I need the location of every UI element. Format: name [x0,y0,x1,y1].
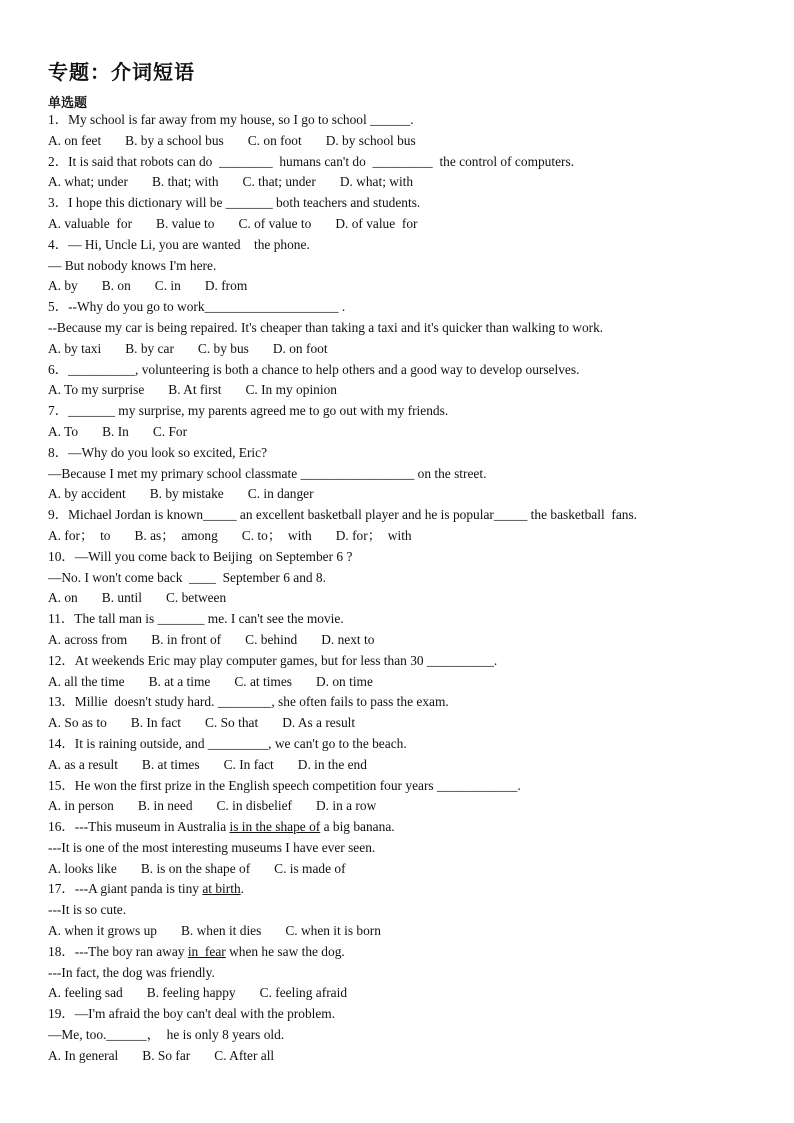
question-line: 5．--Why do you go to work____________________ . [48,299,346,315]
answer-option: D. on time [316,673,373,689]
answer-option: A. To my surprise [48,382,145,398]
answer-option: A. by accident [48,486,126,502]
answer-options [48,276,768,297]
section-heading: 单选题 [48,96,88,111]
answer-options [48,588,768,609]
answer-option: A. in person [48,798,114,814]
answer-option: B. by car [125,340,174,356]
answer-options [48,172,768,193]
answer-option: A. In general [48,1047,119,1063]
question-line: 15．He won the first prize in the English speech competition four years ____________. [48,777,521,793]
question-list [48,110,768,1067]
answer-options [48,380,768,401]
answer-option: B. at times [141,756,200,772]
answer-option: A. all the time [48,673,125,689]
answer-option: B. by mistake [149,486,224,502]
question-line: — But nobody knows I'm here. [48,257,217,273]
answer-options [48,859,768,880]
answer-option: A. feeling sad [48,985,123,1001]
answer-options [48,755,768,776]
answer-option: A. looks like [48,860,117,876]
answer-option: A. valuable for [48,215,133,231]
answer-option: C. is made of [274,860,346,876]
question-line: 9．Michael Jordan is known_____ an excellent basketball player and he is popular_____ the basketball fans. [48,507,638,523]
underlined-phrase: is in the shape of [229,819,321,835]
answer-option: C. For [152,423,188,439]
answer-option: D. in the end [297,756,367,772]
answer-options [48,796,768,817]
question-line: 19．—I'm afraid the boy can't deal with the problem. [48,1006,336,1022]
question-line: 4．— Hi, Uncle Li, you are wanted the phone. [48,236,310,252]
question-line: 12．At weekends Eric may play computer games, but for less than 30 __________. [48,652,498,668]
answer-options [48,921,768,942]
question-line: 14．It is raining outside, and _________, we can't go to the beach. [48,735,407,751]
answer-option: C. of value to [238,215,312,231]
answer-option: D. what; with [339,174,414,190]
answer-option: B. at a time [148,673,211,689]
question-line: 3．I hope this dictionary will be _______ both teachers and students. [48,195,421,211]
answer-option: B. At first [168,382,222,398]
answer-option: A. on [48,590,78,606]
question-text: when he saw the dog. [225,943,345,959]
answer-options [48,983,768,1004]
answer-option: A. what; under [48,174,128,190]
question-line [48,942,768,963]
answer-options [48,422,768,443]
answer-options [48,339,768,360]
answer-option: A. when it grows up [48,923,157,939]
answer-option: B. in need [137,798,193,814]
answer-option: A. So as to [48,715,107,731]
answer-option: B. value to [156,215,215,231]
answer-option: D. in a row [316,798,377,814]
question-line: --Because my car is being repaired. It's cheaper than taking a taxi and it's quicker than walking to work. [48,319,604,335]
question-line: 13．Millie doesn't study hard. ________, she often fails to pass the exam. [48,694,449,710]
question-line: 2．It is said that robots can do ________ humans can't do _________ the control of computers. [48,153,575,169]
answer-option: C. feeling afraid [259,985,348,1001]
answer-options [48,131,768,152]
answer-option: C. by bus [197,340,249,356]
answer-option: D. next to [321,631,375,647]
answer-option: B. when it dies [180,923,262,939]
question-line: —Me, too.______， he is only 8 years old. [48,1027,285,1043]
answer-option: B. on [101,278,131,294]
answer-option: A. across from [48,631,128,647]
answer-option: B. feeling happy [146,985,236,1001]
answer-option: A. by [48,278,78,294]
question-text: 16．---This museum in Australia [48,819,230,835]
answer-options [48,672,768,693]
question-line: ---It is one of the most interesting museums I have ever seen. [48,839,376,855]
answer-option: C. in danger [247,486,314,502]
answer-option: A. To [48,423,79,439]
answer-option: C. between [165,590,227,606]
answer-option: A. on feet [48,132,102,148]
underlined-phrase: in fear [187,943,226,959]
question-text: a big banana. [320,819,395,835]
answer-option: B. by a school bus [125,132,224,148]
answer-option: C. at times [234,673,292,689]
question-line: 1．My school is far away from my house, so I go to school ______. [48,112,414,127]
answer-option: B. So far [142,1047,191,1063]
answer-options [48,214,768,235]
answer-option: B. as； among [134,527,218,543]
answer-option: C. that; under [242,174,316,190]
answer-option: D. of value for [335,215,418,231]
answer-option: B. In [102,423,129,439]
answer-option: D. for； with [335,527,412,543]
question-line: 8．—Why do you look so excited, Eric? [48,444,268,460]
answer-option: D. on foot [272,340,328,356]
answer-option: D. by school bus [325,132,416,148]
answer-option: A. as a result [48,756,118,772]
question-line [48,879,768,900]
answer-option: C. to； with [241,527,312,543]
answer-option: B. is on the shape of [140,860,251,876]
question-line: 6．__________, volunteering is both a chance to help others and a good way to develop ourselves. [48,361,580,377]
question-line: 11．The tall man is _______ me. I can't see the movie. [48,611,344,627]
question-line: ---It is so cute. [48,902,127,918]
question-line: 7．_______ my surprise, my parents agreed me to go out with my friends. [48,403,449,419]
question-line: ---In fact, the dog was friendly. [48,964,215,980]
answer-option: C. in disbelief [216,798,293,814]
question-text: 17．---A giant panda is tiny [48,881,203,897]
answer-option: A. by taxi [48,340,102,356]
question-line: —Because I met my primary school classmate _________________ on the street. [48,465,487,481]
answer-option: B. In fact [130,715,181,731]
underlined-phrase: at birth [202,881,241,897]
answer-options [48,526,768,547]
answer-option: C. on foot [247,132,302,148]
answer-option: C. After all [214,1047,275,1063]
answer-option: D. from [204,278,248,294]
answer-option: C. So that [204,715,259,731]
answer-option: C. when it is born [285,923,381,939]
answer-option: C. in [154,278,181,294]
question-text: . [240,881,245,897]
answer-option: B. in front of [151,631,222,647]
answer-option: B. that; with [151,174,219,190]
answer-options [48,713,768,734]
question-line [48,817,768,838]
answer-option: A. for； to [48,527,111,543]
page-title: 专题：介词短语 [48,60,195,84]
answer-option: D. As a result [282,715,356,731]
answer-options [48,484,768,505]
answer-option: B. until [101,590,142,606]
answer-option: C. In my opinion [245,382,337,398]
answer-option: C. behind [245,631,298,647]
answer-options [48,630,768,651]
answer-option: C. In fact [223,756,274,772]
question-text: 18．---The boy ran away [48,943,188,959]
question-line: —No. I won't come back ____ September 6 and 8. [48,569,326,585]
question-line: 10．—Will you come back to Beijing on September 6 ? [48,548,353,564]
answer-options [48,1046,768,1067]
